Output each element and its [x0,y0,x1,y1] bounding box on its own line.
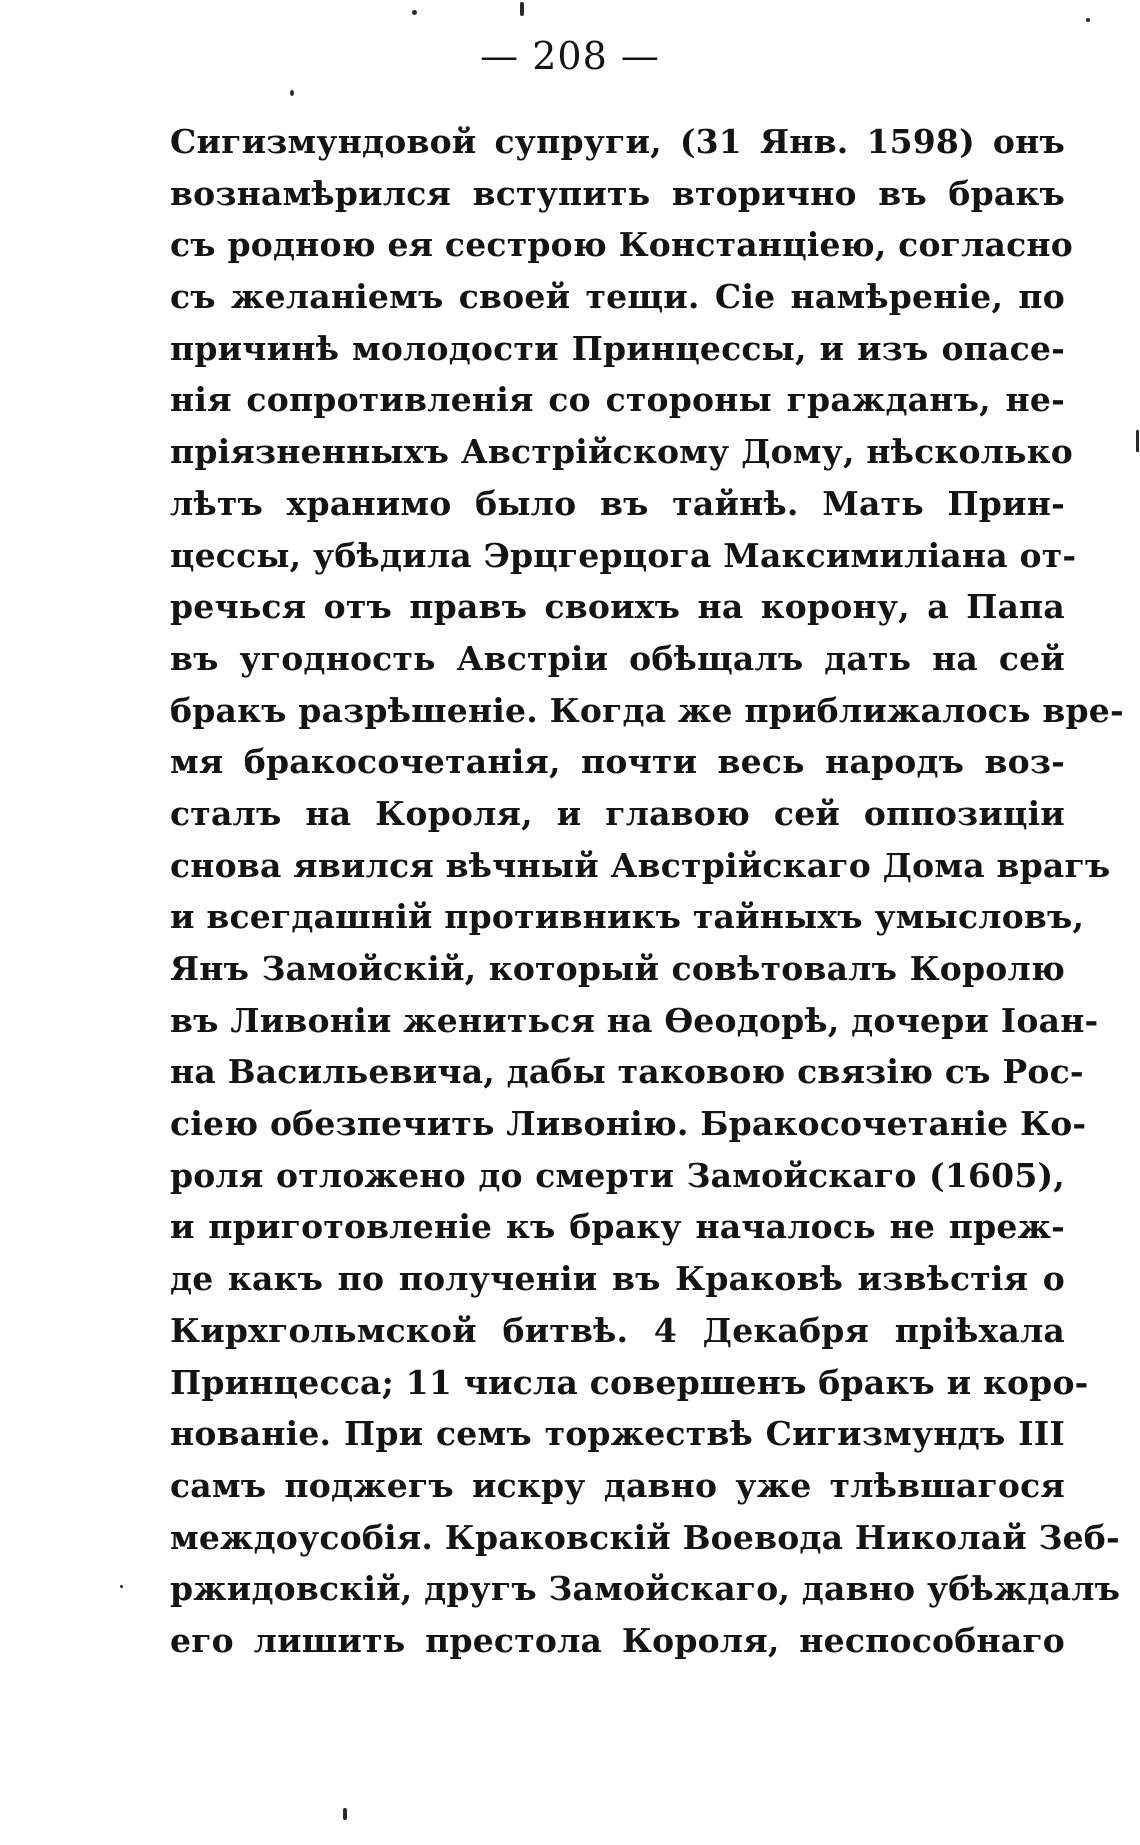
text-line: пріязненныхъ Австрійскому Дому, нѣсколько [170,432,1073,472]
text-line: въ Ливоніи жениться на Ѳеодорѣ, дочери Іоан- [170,1000,1099,1040]
text-line: бракъ разрѣшеніе. Когда же приближалось вре- [170,690,1124,730]
text-line: самъ поджегъ искру давно уже тлѣвшагося [170,1465,1065,1505]
scan-speck [412,10,417,15]
scan-speck [120,1585,123,1588]
page-number: — 208 — [480,34,660,78]
text-line: нія сопротивленія со стороны гражданъ, не- [170,380,1065,420]
text-line: съ желаніемъ своей тещи. Сіе намѣреніе, по [170,277,1065,317]
scan-speck [290,90,294,96]
text-line: речься отъ правъ своихъ на корону, а Папа [170,587,1065,627]
scan-speck [1086,18,1090,22]
scan-speck [343,1808,347,1820]
text-line: съ родною ея сестрою Констанціею, согласно [170,225,1073,265]
text-line: и приготовленіе къ браку началось не преж- [170,1207,1065,1247]
text-line: цессы, убѣдила Эрцгерцога Максимиліана от- [170,535,1077,575]
body-text [170,116,1124,1667]
text-line: причинѣ молодости Принцессы, и изъ опасе- [170,328,1065,368]
text-line: вознамѣрился вступить вторично въ бракъ [170,173,1065,213]
text-line: и всегдашній противникъ тайныхъ умысловъ, [170,897,1085,937]
scan-speck [520,2,524,16]
text-line: его лишить престола Короля, неспособнаго [170,1620,1065,1660]
text-line: ржидовскій, другъ Замойскаго, давно убѣждалъ [170,1569,1121,1609]
text-line: Сигизмундовой супруги, (31 Янв. 1598) онъ [170,122,1065,161]
text-line: на Васильевича, дабы таковою связію съ Рос- [170,1052,1084,1092]
text-line: Янъ Замойскій, который совѣтовалъ Королю [170,949,1065,988]
text-line: де какъ по полученіи въ Краковѣ извѣстія о [170,1259,1065,1299]
scan-speck [1136,430,1139,452]
text-line: мя бракосочетанія, почти весь народъ воз- [170,742,1065,782]
text-line: роля отложено до смерти Замойскаго (1605), [170,1155,1065,1195]
text-line: междоусобія. Краковскій Воевода Николай Зеб- [170,1517,1120,1557]
text-line: Кирхгольмской битвѣ. 4 Декабря пріѣхала [170,1310,1065,1350]
text-line: въ угодность Австріи обѣщалъ дать на сей [170,638,1065,678]
text-line: сталъ на Короля, и главою сей оппозиціи [170,793,1065,833]
text-line: Принцесса; 11 числа совершенъ бракъ и коро- [170,1362,1089,1402]
text-line: нованіе. При семъ торжествѣ Сигизмундъ III [170,1414,1065,1454]
text-line: сіею обезпечить Ливонію. Бракосочетаніе Ко- [170,1104,1087,1144]
text-line: снова явился вѣчный Австрійскаго Дома врагъ [170,845,1111,885]
text-line: лѣтъ хранимо было въ тайнѣ. Мать Прин- [170,483,1065,523]
